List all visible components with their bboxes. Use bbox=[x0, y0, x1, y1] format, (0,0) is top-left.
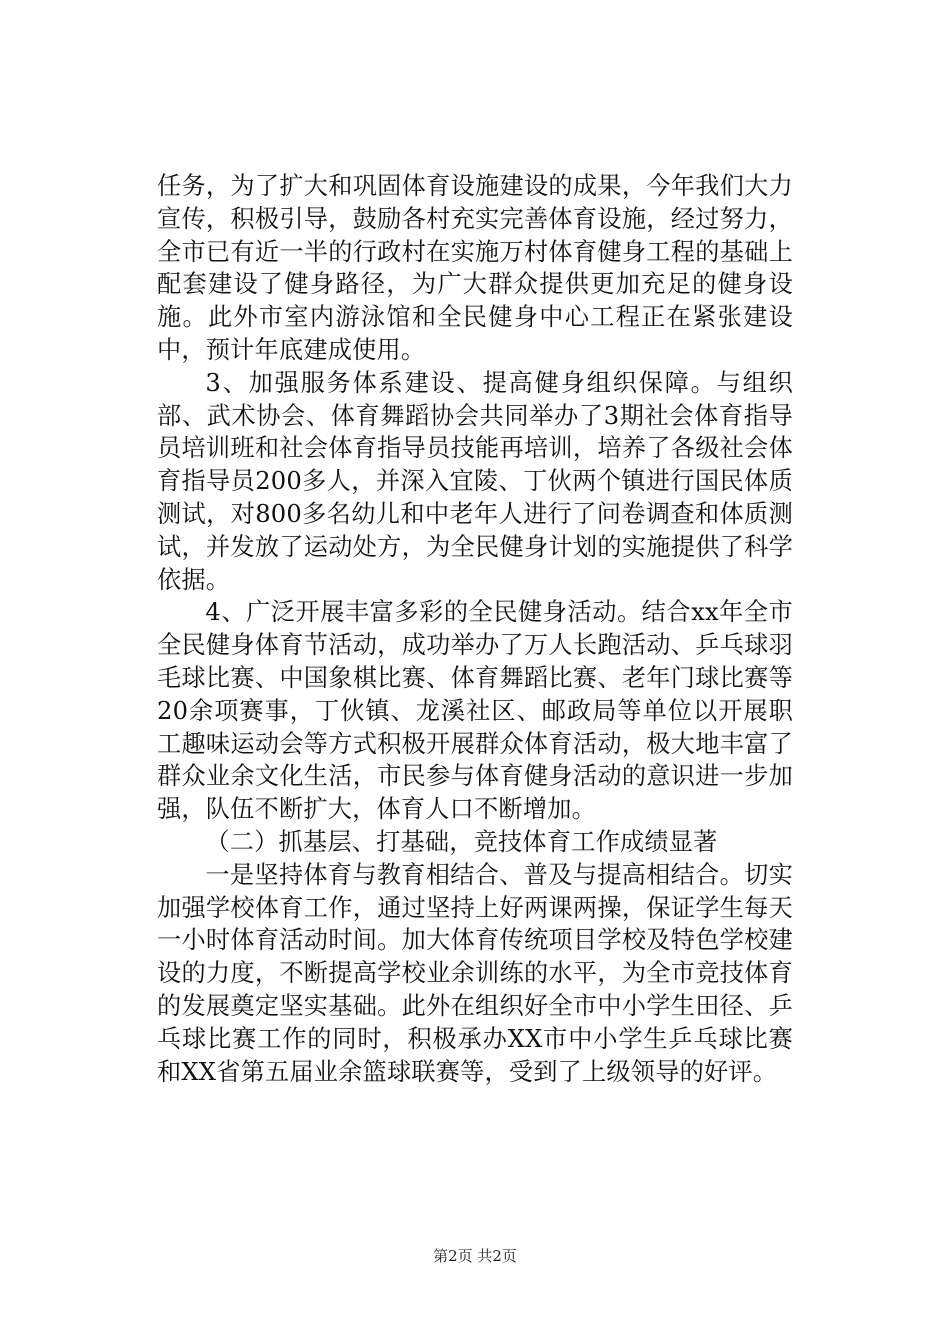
paragraph-fitness-activities: 4、广泛开展丰富多彩的全民健身活动。结合xx年全市全民健身体育节活动，成功举办了万人长跑活动、乒乓球羽毛球比赛、中国象棋比赛、体育舞蹈比赛、老年门球比赛等20余项赛事，丁伙镇、龙溪社区、邮政局等单位以开展职工趣味运动会等方式积极开展群众体育活动，极大地丰富了群众业余文化生活，市民参与体育健身活动的意识进一步加强，队伍不断扩大，体育人口不断增加。 bbox=[157, 598, 793, 824]
page-footer: 第2页 共2页 bbox=[433, 1247, 517, 1265]
paragraph-school-sports: 一是坚持体育与教育相结合、普及与提高相结合。切实加强学校体育工作，通过坚持上好两课两操，保证学生每天一小时体育活动时间。加大体育传统项目学校及特色学校建设的力度，不断提高学校业余训练的水平，为全市竞技体育的发展奠定坚实基础。此外在组织好全市中小学生田径、乒乓球比赛工作的同时，积极承办XX市中小学生乒乓球比赛和XX省第五届业余篮球联赛等，受到了上级领导的好评。 bbox=[157, 860, 793, 1086]
paragraph-continued-tasks: 任务，为了扩大和巩固体育设施建设的成果，今年我们大力宣传，积极引导，鼓励各村充实完善体育设施，经过努力，全市已有近一半的行政村在实施万村体育健身工程的基础上配套建设了健身路径，为广大群众提供更加充足的健身设施。此外市室内游泳馆和全民健身中心工程正在紧张建设中，预计年底建成使用。 bbox=[157, 172, 793, 364]
paragraph-service-system: 3、加强服务体系建设、提高健身组织保障。与组织部、武术协会、体育舞蹈协会共同举办了3期社会体育指导员培训班和社会体育指导员技能再培训，培养了各级社会体育指导员200多人，并深入宜陵、丁伙两个镇进行国民体质测试，对800多名幼儿和中老年人进行了问卷调查和体质测试，并发放了运动处方，为全民健身计划的实施提供了科学依据。 bbox=[157, 368, 793, 594]
section-heading-competitive-sports: （二）抓基层、打基础，竞技体育工作成绩显著 bbox=[205, 827, 718, 856]
body-text bbox=[157, 170, 793, 1088]
